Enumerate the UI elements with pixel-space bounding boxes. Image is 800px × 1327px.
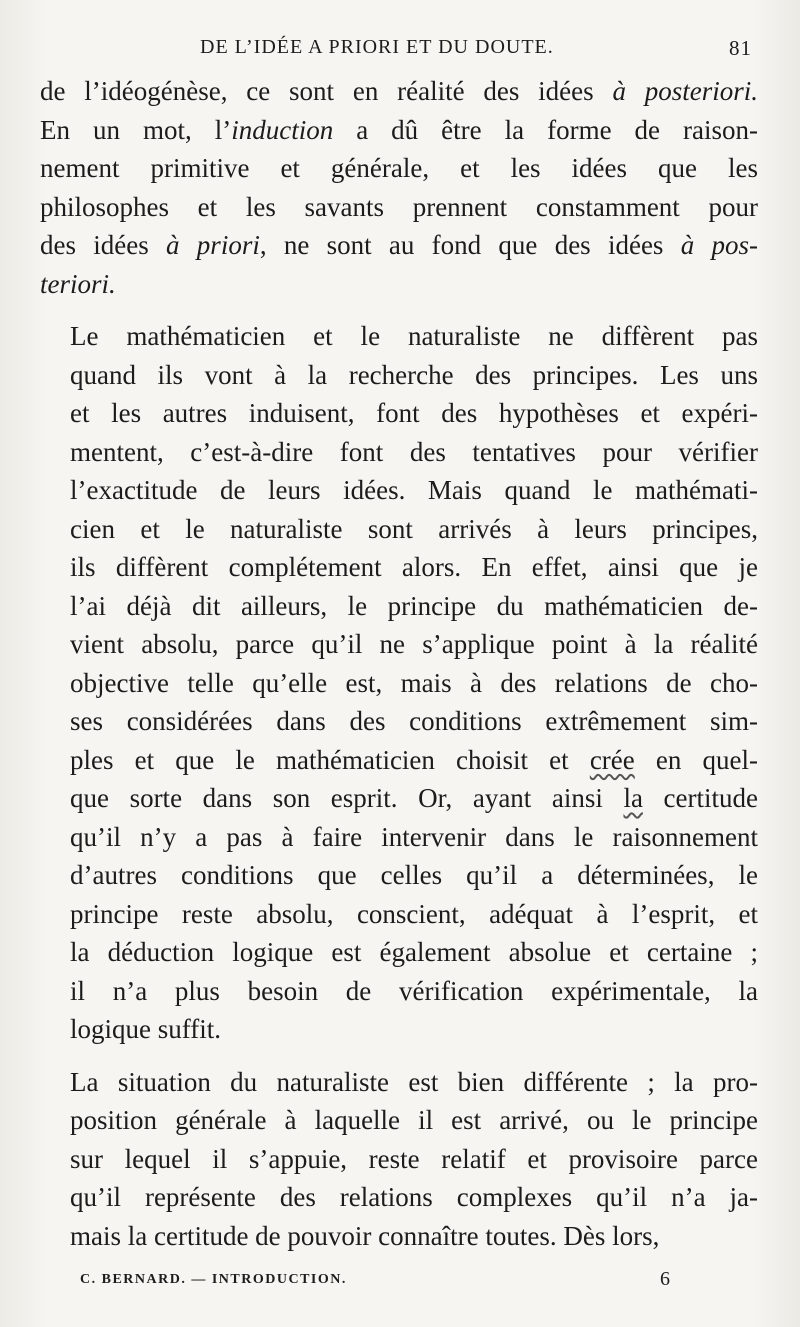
italic-text: teriori. — [40, 268, 116, 299]
running-title: DE L’IDÉE A PRIORI ET DU DOUTE. — [200, 36, 554, 58]
text-segment: qu’il n’y a pas à faire intervenir dans le raisonnement — [70, 821, 758, 852]
text-line — [40, 664, 758, 703]
text-segment: cien et le naturaliste sont arrivés à leurs principes, — [70, 513, 758, 544]
text-segment: principe reste absolu, conscient, adéquat à l’esprit, et — [70, 898, 758, 929]
text-segment: a dû être la forme de raison- — [333, 114, 758, 145]
page-footer — [40, 1264, 758, 1294]
text-segment: certitude — [642, 783, 758, 813]
signature-line: C. BERNARD. — INTRODUCTION. — [80, 1272, 347, 1287]
signature-mark: 6 — [660, 1268, 670, 1290]
text-segment: qu’il représente des relations complexes qu’il n’a ja- — [70, 1182, 758, 1212]
text-segment: mais la certitude de pouvoir connaître toutes. Dès lors, — [70, 1220, 660, 1251]
italic-text: à priori — [166, 230, 260, 260]
text-segment: il n’a plus besoin de vérification expérimentale, la — [70, 975, 758, 1006]
text-segment: l’exactitude de leurs idées. Mais quand le mathémati- — [70, 475, 758, 505]
text-line — [40, 856, 758, 895]
text-line — [40, 972, 758, 1011]
italic-text: à pos- — [680, 230, 758, 260]
text-line — [40, 1217, 758, 1256]
text-line — [40, 317, 758, 356]
text-segment: ils diffèrent complétement alors. En effet, ainsi que je — [70, 552, 758, 582]
text-line — [40, 1140, 758, 1179]
text-segment: que sorte dans son esprit. Or, ayant ainsi — [70, 783, 624, 813]
text-line — [40, 895, 758, 934]
text-segment: nement primitive et générale, et les idées que les — [40, 153, 758, 183]
text-segment: sur lequel il s’appuie, reste relatif et provisoire parce — [70, 1143, 758, 1174]
text-segment: position générale à laquelle il est arrivé, ou le principe — [70, 1105, 758, 1135]
text-line — [40, 188, 758, 227]
text-line — [40, 471, 758, 510]
text-line — [40, 741, 758, 780]
body-text — [40, 72, 758, 1255]
paragraph — [40, 317, 758, 1049]
text-line — [40, 149, 758, 188]
text-segment: quand ils vont à la recherche des principes. Les uns — [70, 359, 758, 390]
text-line — [40, 548, 758, 587]
text-line — [40, 587, 758, 626]
text-segment: En un mot, l’ — [40, 114, 232, 145]
text-segment: vient absolu, parce qu’il ne s’applique point à la réalité — [70, 629, 758, 659]
text-line — [40, 1063, 758, 1102]
text-line — [40, 72, 758, 111]
text-line — [40, 356, 758, 395]
paragraph — [40, 72, 758, 303]
text-segment: l’ai déjà dit ailleurs, le principe du mathématicien de- — [70, 590, 758, 621]
text-line — [40, 226, 758, 265]
text-segment: des idées — [40, 230, 167, 260]
text-line — [40, 702, 758, 741]
text-line — [40, 933, 758, 972]
text-line — [40, 625, 758, 664]
text-segment: objective telle qu’elle est, mais à des relations de cho- — [70, 667, 758, 698]
paragraph — [40, 1063, 758, 1256]
text-segment: mentent, c’est-à-dire font des tentatives pour vérifier — [70, 436, 758, 467]
underlined-text: la — [623, 783, 643, 813]
text-segment: La situation du naturaliste est bien différente ; la pro- — [70, 1066, 758, 1097]
text-line — [40, 818, 758, 857]
text-line — [40, 1010, 758, 1049]
page-number: 81 — [729, 36, 752, 60]
text-segment: et les autres induisent, font des hypothèses et expéri- — [70, 398, 758, 428]
text-segment: , ne sont au fond que des idées — [259, 230, 681, 260]
text-segment: la déduction logique est également absolue et certaine ; — [70, 937, 758, 967]
text-line — [40, 1101, 758, 1140]
italic-text: induction — [231, 114, 334, 145]
running-head — [40, 30, 760, 64]
text-line — [40, 779, 758, 818]
text-line — [40, 394, 758, 433]
text-line — [40, 433, 758, 472]
text-segment: de l’idéogénèse, ce sont en réalité des idées — [40, 76, 613, 106]
text-segment: Le mathématicien et le naturaliste ne diffèrent pas — [70, 321, 758, 351]
text-segment: ses considérées dans des conditions extrêmement sim- — [70, 706, 758, 736]
underlined-text: crée — [589, 744, 635, 775]
italic-text: à posteriori. — [612, 76, 758, 106]
text-line — [40, 510, 758, 549]
text-line — [40, 1178, 758, 1217]
text-segment: en quel- — [634, 744, 758, 775]
text-segment: logique suffit. — [70, 1014, 221, 1044]
text-segment: ples et que le mathématicien choisit et — [70, 744, 590, 775]
text-line — [40, 265, 758, 304]
text-segment: philosophes et les savants prennent constamment pour — [40, 191, 758, 222]
text-segment: d’autres conditions que celles qu’il a déterminées, le — [70, 860, 758, 890]
text-line — [40, 111, 758, 150]
